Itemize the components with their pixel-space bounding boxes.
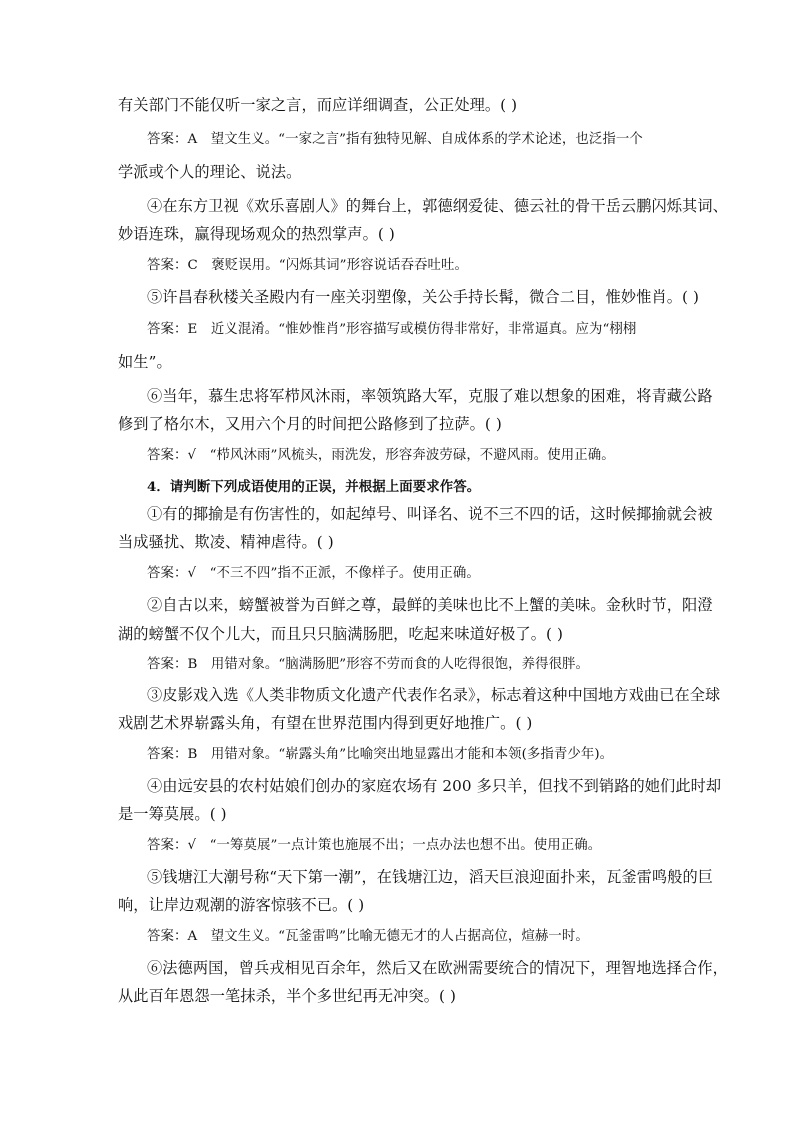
question-line: ⑤钱塘江大潮号称“天下第一潮”，在钱塘江边，滔天巨浪迎面扑来，瓦釜雷鸣般的巨 bbox=[147, 868, 714, 886]
question-line: ④在东方卫视《欢乐喜剧人》的舞台上，郭德纲爱徒、德云社的骨干岳云鹏闪烁其词、 bbox=[147, 197, 728, 215]
answer-line: 答案：√ “不三不四”指不正派，不像样子。使用正确。 bbox=[147, 566, 480, 581]
answer-line: 答案：√ “栉风沐雨”风梳头，雨洗发，形容奔波劳碌，不避风雨。使用正确。 bbox=[147, 448, 615, 463]
question-line: ①有的揶揄是有伤害性的，如起绰号、叫译名、说不三不四的话，这时候揶揄就会被 bbox=[147, 505, 713, 523]
text-line: 是一筹莫展。( ) bbox=[118, 805, 227, 823]
text-line: 如生”。 bbox=[118, 353, 172, 371]
question-line: ②自古以来，螃蟹被誉为百鲜之尊，最鲜的美味也比不上蟹的美味。金秋时节，阳澄 bbox=[147, 596, 713, 614]
answer-line: 答案：E 近义混淆。“惟妙惟肖”形容描写或模仿得非常好，非常逼真。应为“栩栩 bbox=[147, 322, 637, 337]
text-line: 当成骚扰、欺凌、精神虐待。( ) bbox=[118, 533, 334, 551]
text-line: 学派或个人的理论、说法。 bbox=[118, 163, 302, 181]
text-line: 妙语连珠，赢得现场观众的热烈掌声。( ) bbox=[118, 225, 395, 243]
question-line: ⑥法德两国，曾兵戎相见百余年，然后又在欧洲需要统合的情况下，理智地选择合作， bbox=[147, 959, 728, 977]
text-line: 响，让岸边观潮的游客惊骇不已。( ) bbox=[118, 896, 365, 914]
answer-line: 答案：B 用错对象。“崭露头角”比喻突出地显露出才能和本领(多指青少年)。 bbox=[147, 747, 614, 762]
question-line: ⑥当年，慕生忠将军栉风沐雨，率领筑路大军，克服了难以想象的困难，将青藏公路 bbox=[147, 387, 713, 405]
answer-line: 答案：A 望文生义。“瓦釜雷鸣”比喻无德无才的人占据高位，煊赫一时。 bbox=[147, 929, 589, 944]
answer-line: 答案：A 望文生义。“一家之言”指有独特见解、自成体系的学术论述，也泛指一个 bbox=[147, 132, 643, 147]
question-line: ③皮影戏入选《人类非物质文化遗产代表作名录》，标志着这种中国地方戏曲已在全球 bbox=[147, 686, 721, 704]
text-line: 修到了格尔木，又用六个月的时间把公路修到了拉萨。( ) bbox=[118, 415, 502, 433]
text-line: 从此百年恩怨一笔抹杀，半个多世纪再无冲突。( ) bbox=[118, 987, 457, 1005]
text-line: 湖的螃蟹不仅个儿大，而且只只脑满肠肥，吃起来味道好极了。( ) bbox=[118, 625, 564, 643]
section-heading: 4．请判断下列成语使用的正误，并根据上面要求作答。 bbox=[147, 479, 481, 495]
question-line: ④由远安县的农村姑娘们创办的家庭农场有 200 多只羊，但找不到销路的她们此时却 bbox=[147, 777, 722, 795]
text-line: 有关部门不能仅听一家之言，而应详细调查，公正处理。( ) bbox=[118, 96, 518, 114]
text-line: 戏剧艺术界崭露头角，有望在世界范围内得到更好地推广。( ) bbox=[118, 714, 533, 732]
answer-line: 答案：√ “一筹莫展”一点计策也施展不出；一点办法也想不出。使用正确。 bbox=[147, 838, 602, 853]
answer-line: 答案：C 褒贬误用。“闪烁其词”形容说话吞吞吐吐。 bbox=[147, 258, 469, 273]
question-line: ⑤许昌春秋楼关圣殿内有一座关羽塑像，关公手持长髯，微合二目，惟妙惟肖。( ) bbox=[147, 288, 700, 306]
answer-line: 答案：B 用错对象。“脑满肠肥”形容不劳而食的人吃得很饱，养得很胖。 bbox=[147, 657, 590, 672]
